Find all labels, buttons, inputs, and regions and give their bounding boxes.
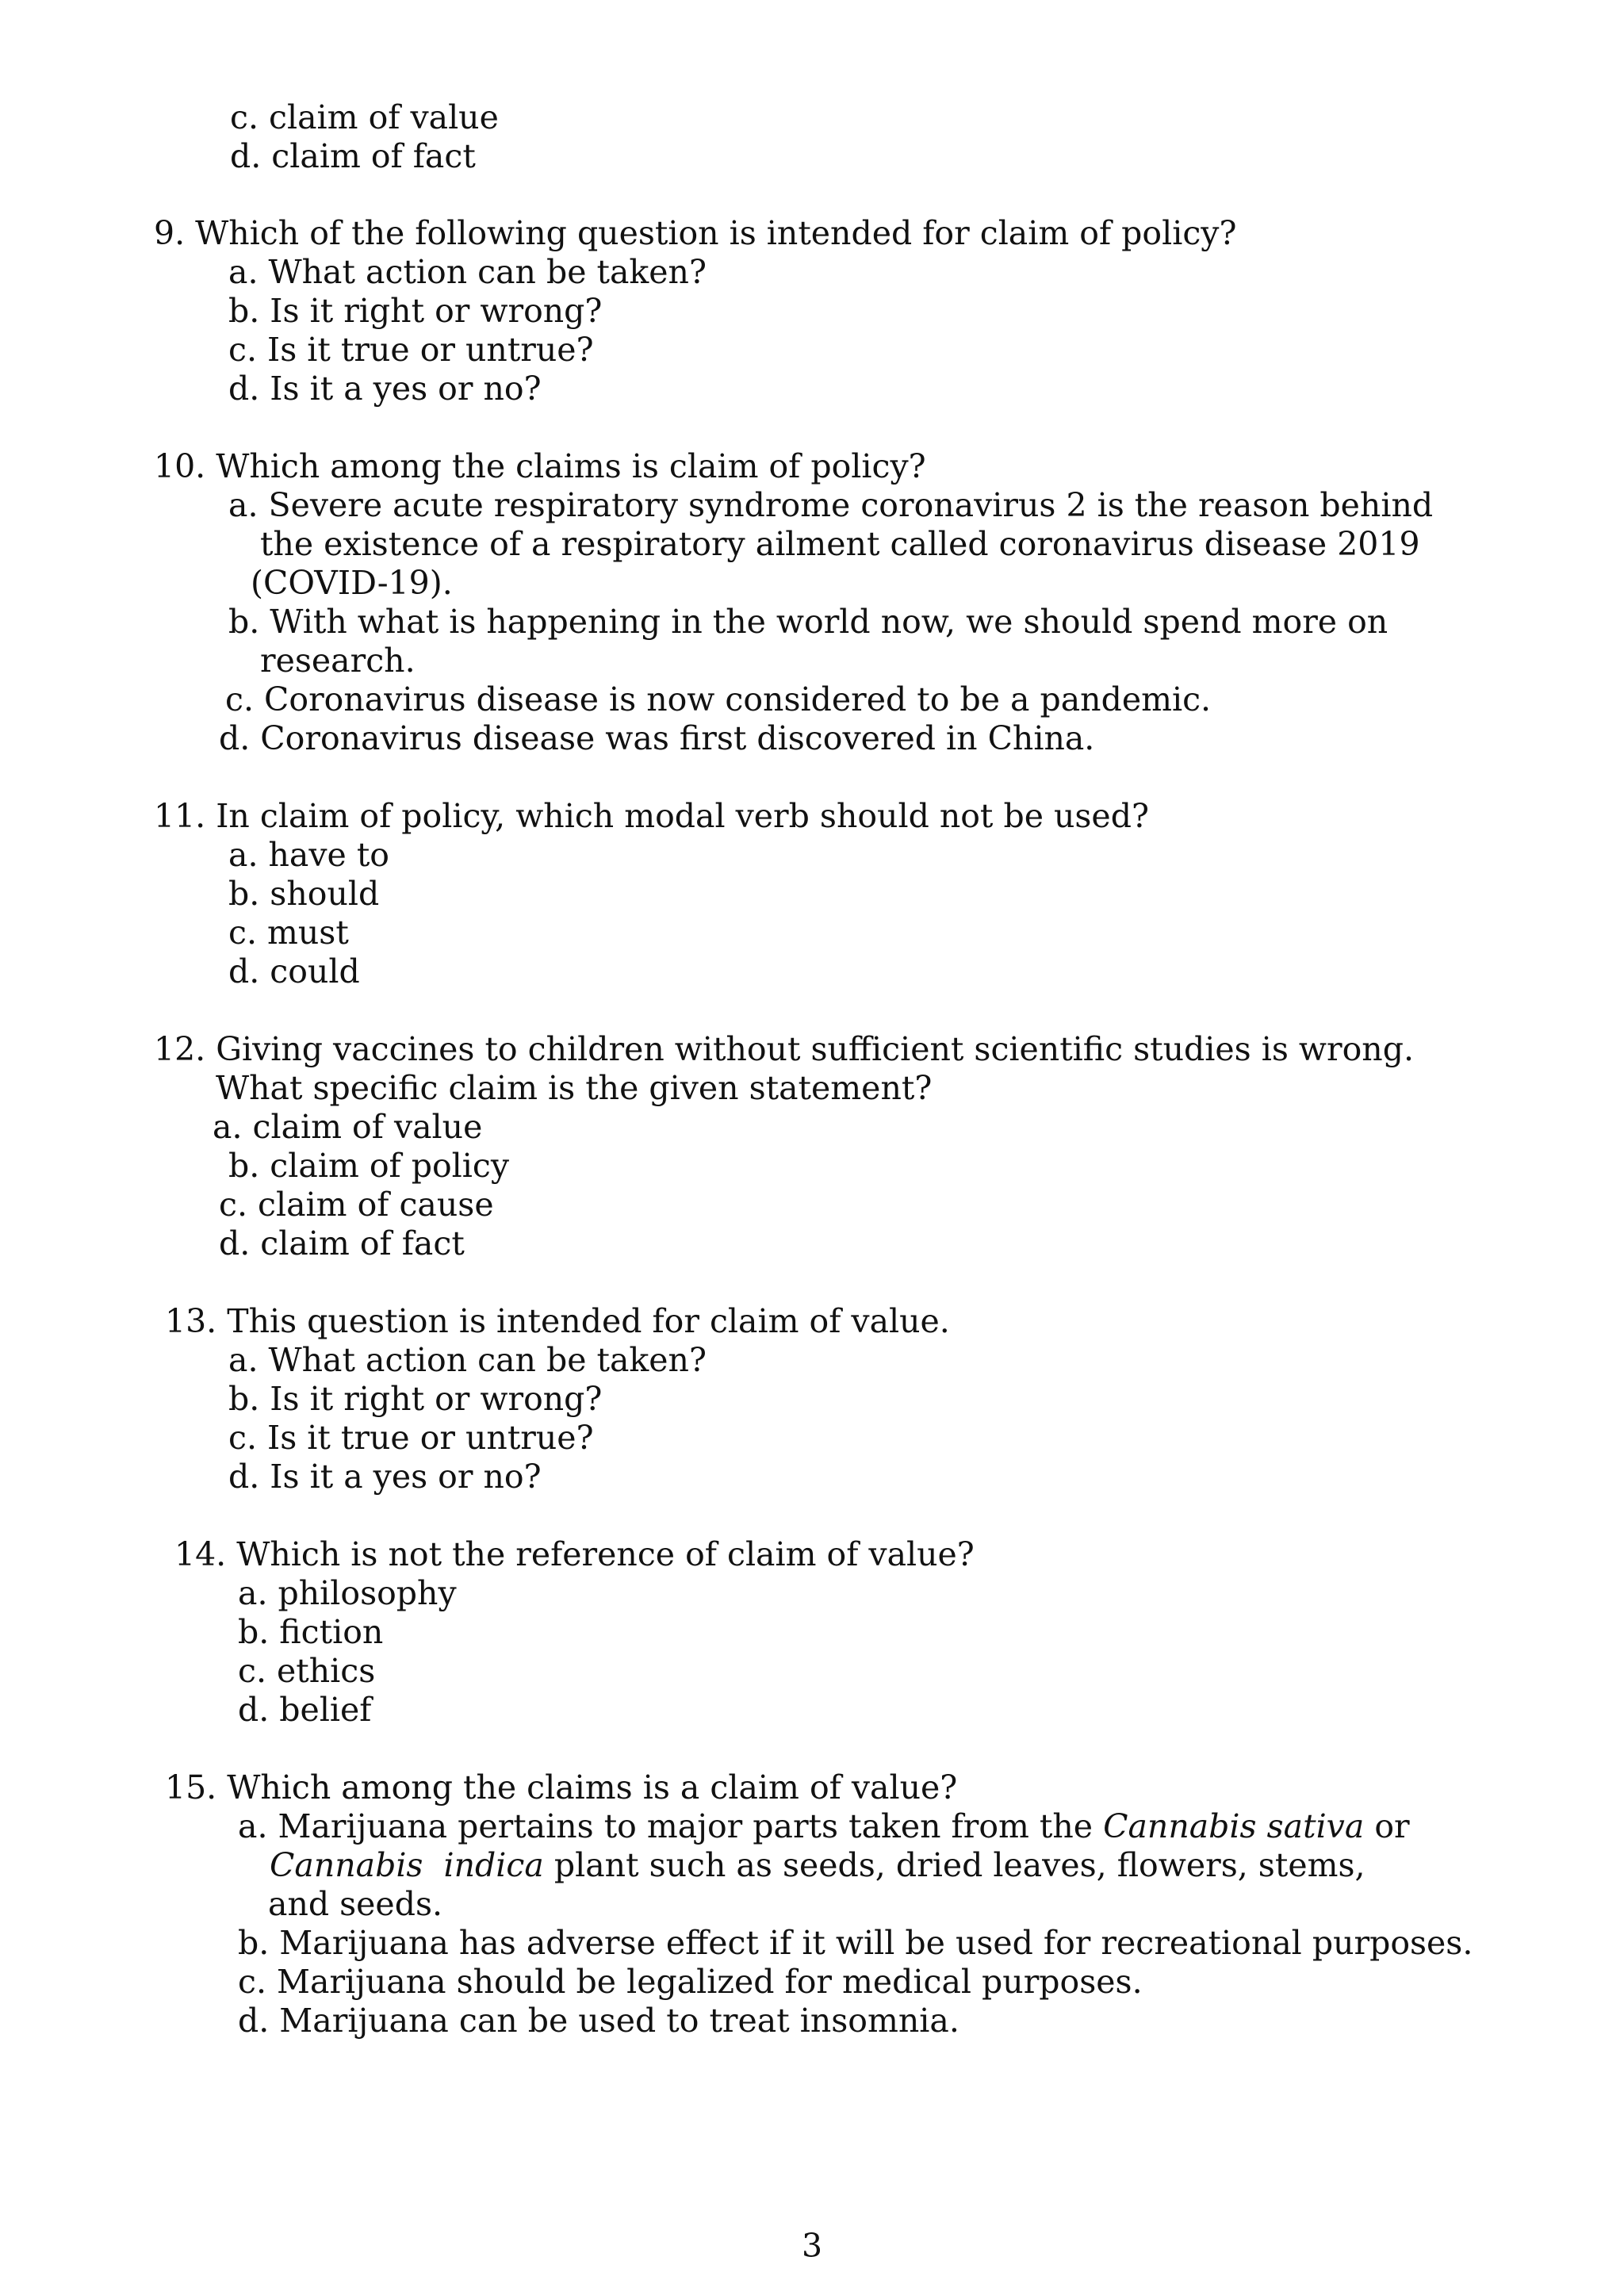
option-b-continued: research. xyxy=(260,642,416,680)
page-number: 3 xyxy=(801,2227,823,2265)
option-a: a. Severe acute respiratory syndrome coronavirus 2 is the reason behind xyxy=(228,486,1434,524)
option-b: b. claim of policy xyxy=(228,1147,510,1185)
question-12-continued: What specific claim is the given statement? xyxy=(216,1069,933,1107)
option-b: b. Is it right or wrong? xyxy=(228,1380,603,1418)
option-c: c. must xyxy=(228,914,349,952)
question-13: 13. This question is intended for claim of value. xyxy=(165,1302,950,1340)
question-15: 15. Which among the claims is a claim of value? xyxy=(165,1768,958,1806)
option-d: d. belief xyxy=(238,1691,372,1729)
option-d: d. could xyxy=(228,952,360,990)
option-c: c. ethics xyxy=(238,1652,376,1690)
option-a-text: a. Marijuana pertains to major parts taken from the xyxy=(238,1807,1104,1845)
option-a: a. philosophy xyxy=(238,1574,457,1612)
option-c: c. Marijuana should be legalized for medical purposes. xyxy=(238,1963,1143,2001)
option-c: c. Coronavirus disease is now considered to be a pandemic. xyxy=(225,680,1212,718)
option-a-text: plant such as seeds, dried leaves, flowers, stems, xyxy=(543,1846,1365,1884)
option-a-text: or xyxy=(1364,1807,1410,1845)
option-a-continued: the existence of a respiratory ailment called coronavirus disease 2019 xyxy=(260,525,1420,563)
option-c: c. Is it true or untrue? xyxy=(228,331,594,369)
scientific-name: Cannabis indica xyxy=(270,1846,544,1884)
question-10: 10. Which among the claims is claim of policy? xyxy=(154,447,926,485)
option-a-continued: (COVID-19). xyxy=(251,564,453,602)
option-a: a. claim of value xyxy=(213,1108,483,1146)
option-b: b. With what is happening in the world now, we should spend more on xyxy=(228,603,1388,641)
option-b: b. Is it right or wrong? xyxy=(228,292,603,330)
option-b: b. Marijuana has adverse effect if it will be used for recreational purposes. xyxy=(238,1924,1473,1962)
question-11: 11. In claim of policy, which modal verb should not be used? xyxy=(154,797,1149,835)
question-9: 9. Which of the following question is intended for claim of policy? xyxy=(154,214,1237,252)
option-a: a. have to xyxy=(228,836,389,874)
option-b: b. should xyxy=(228,875,380,913)
option-c: c. claim of cause xyxy=(219,1186,494,1224)
option-c: c. Is it true or untrue? xyxy=(228,1419,594,1457)
scientific-name: Cannabis sativa xyxy=(1103,1807,1365,1845)
option-a: a. What action can be taken? xyxy=(228,253,707,291)
option-a xyxy=(238,1807,1410,1846)
option-d: d. Marijuana can be used to treat insomnia. xyxy=(238,2002,959,2040)
option-b: b. fiction xyxy=(238,1613,384,1651)
option-d: d. claim of fact xyxy=(219,1224,465,1262)
option-d: d. Coronavirus disease was first discovered in China. xyxy=(219,719,1095,757)
option-d: d. claim of fact xyxy=(230,137,476,175)
option-a: a. What action can be taken? xyxy=(228,1341,707,1379)
option-a-continued: and seeds. xyxy=(268,1885,443,1923)
option-d: d. Is it a yes or no? xyxy=(228,1458,542,1496)
question-14: 14. Which is not the reference of claim of value? xyxy=(174,1535,975,1573)
question-12: 12. Giving vaccines to children without sufficient scientific studies is wrong. xyxy=(154,1030,1414,1068)
option-a-continued xyxy=(270,1846,1365,1885)
option-c: c. claim of value xyxy=(230,98,499,136)
option-d: d. Is it a yes or no? xyxy=(228,370,542,408)
